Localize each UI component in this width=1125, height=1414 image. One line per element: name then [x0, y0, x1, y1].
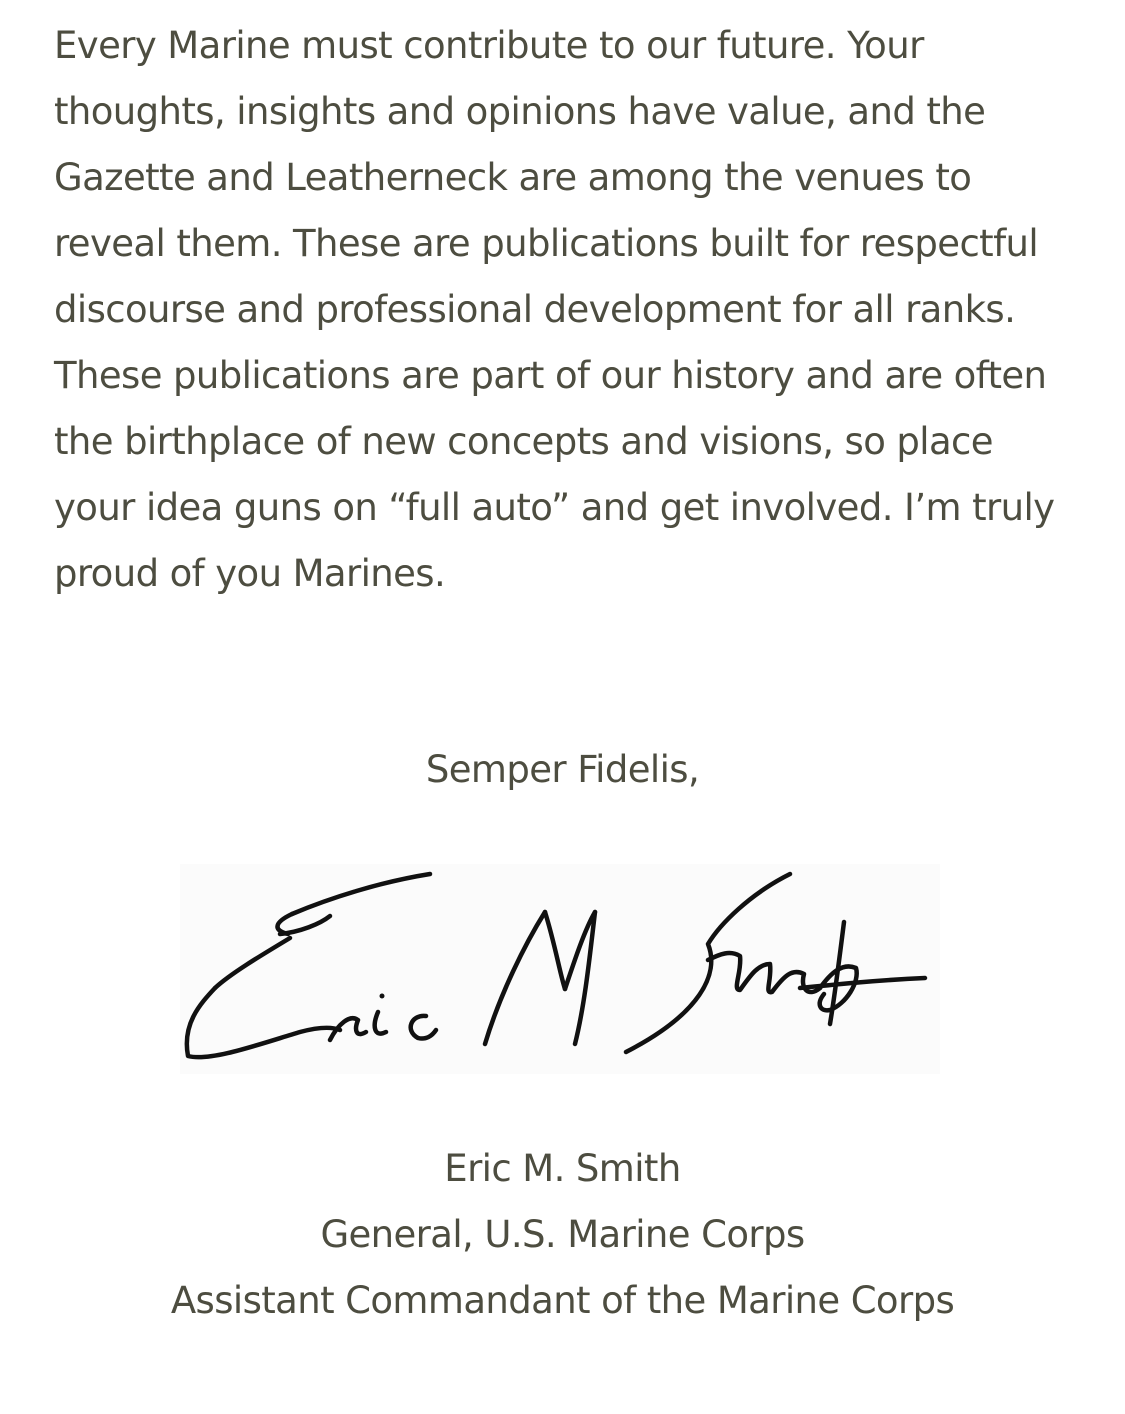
signature-drawing: [180, 864, 940, 1074]
signature-image: [180, 864, 940, 1074]
signatory-rank: General, U.S. Marine Corps: [320, 1213, 805, 1256]
letter-body-paragraph: Every Marine must contribute to our future. Your thoughts, insights and opinions have value, and the Gazette and Leatherneck are among the venues to reveal them. These are publications built for respectful discourse and professional development for all ranks. These publications are part of our history and are often the birthplace of new concepts and visions, so place your idea guns on “full auto” and get involved. I’m truly proud of you Marines.: [54, 24, 1055, 595]
letter-closing: Semper Fidelis,: [425, 748, 700, 791]
signatory-title: Assistant Commandant of the Marine Corps: [170, 1279, 955, 1322]
signatory-block: [0, 1136, 1125, 1334]
signatory-name: Eric M. Smith: [444, 1147, 681, 1190]
